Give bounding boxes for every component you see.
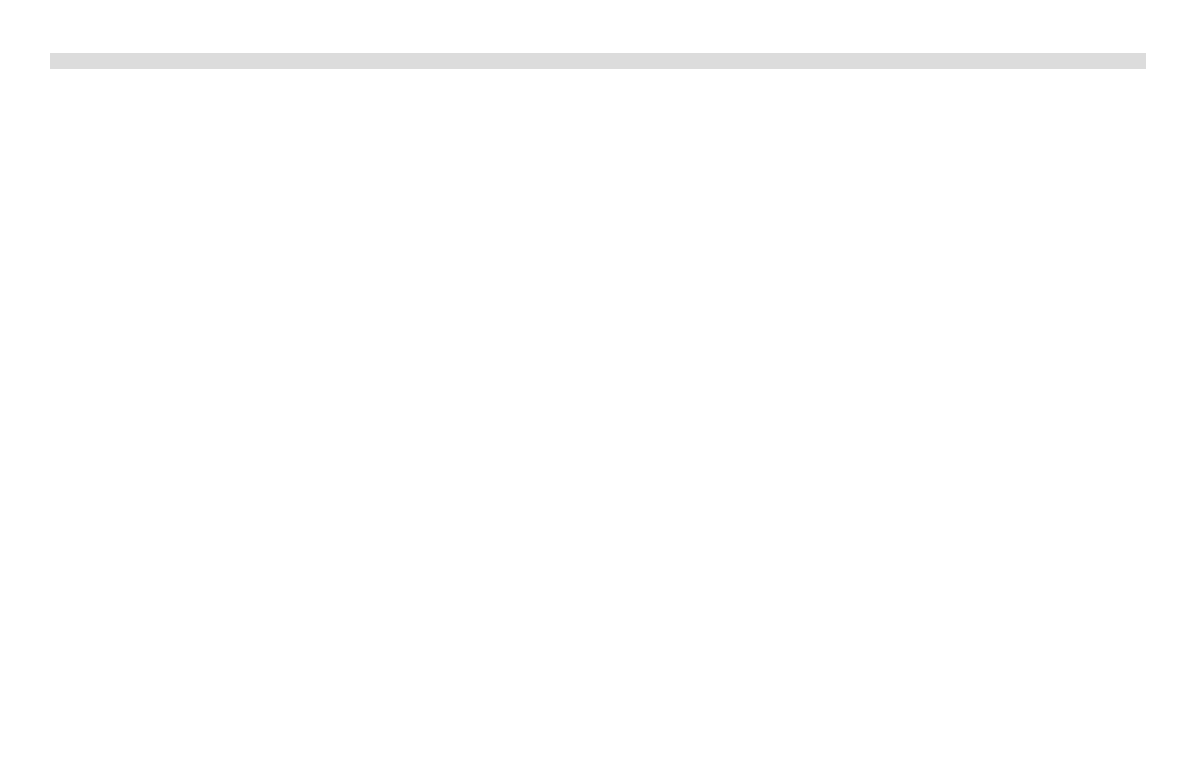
market-report-sheet [50, 53, 1146, 111]
header-row-top [50, 82, 1146, 97]
market-prices-table [50, 82, 1146, 111]
report-date [50, 69, 1146, 82]
header-row-bottom [50, 97, 1146, 112]
title-bar [50, 53, 1146, 69]
